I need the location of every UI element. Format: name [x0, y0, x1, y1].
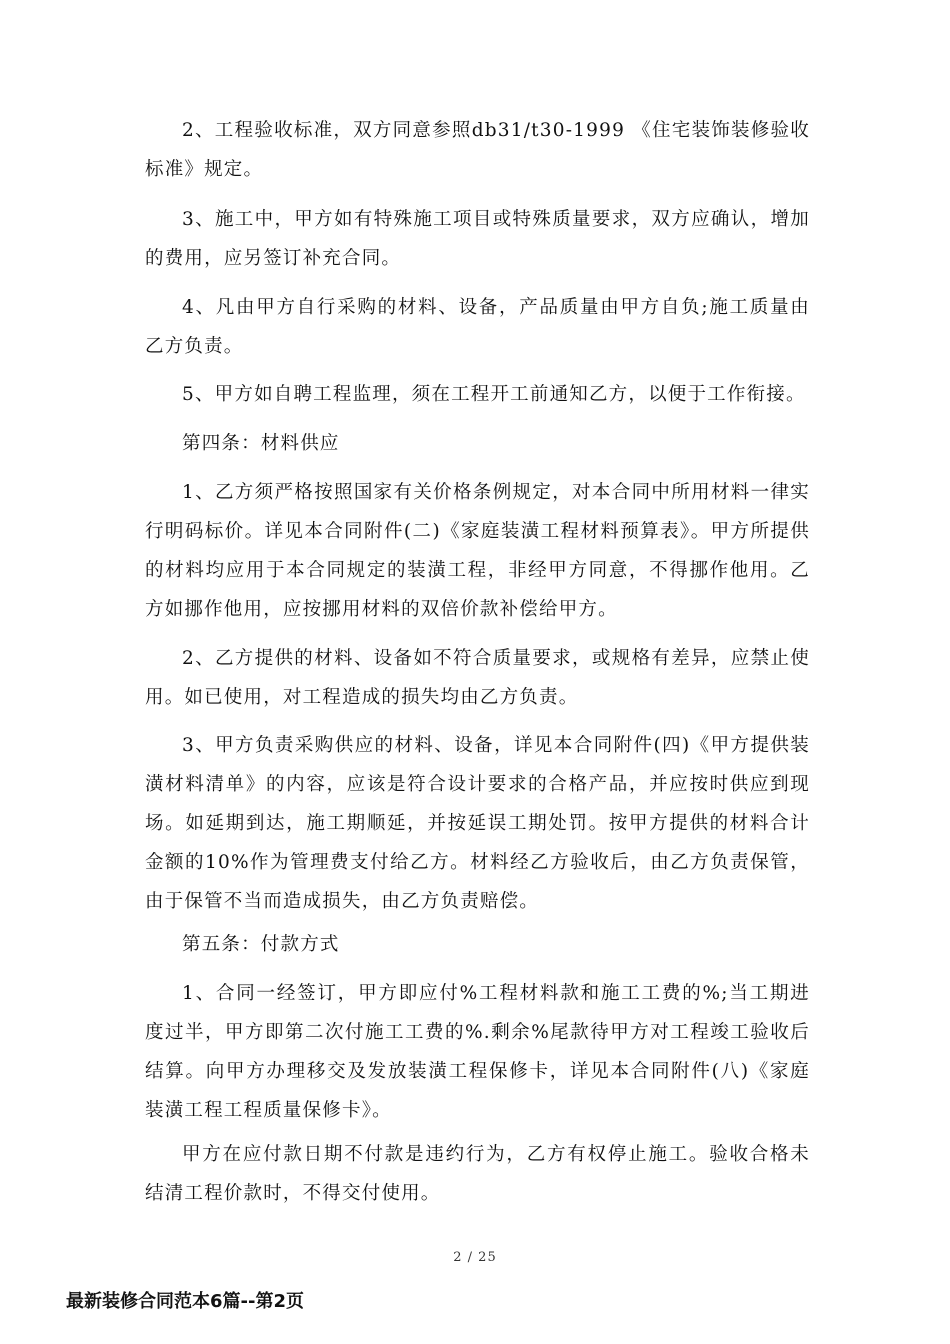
clause-acceptance-standard: 2、工程验收标准，双方同意参照db31/t30-1999 《住宅装饰装修验收标准》规定。: [145, 120, 810, 180]
clause-owner-procurement: 4、凡由甲方自行采购的材料、设备，产品质量由甲方自负;施工质量由乙方负责。: [145, 297, 810, 357]
clause-material-quality: 2、乙方提供的材料、设备如不符合质量要求，或规格有差异，应禁止使用。如已使用，对工程造成的损失均由乙方负责。: [145, 648, 810, 708]
clause-special-requirements: 3、施工中，甲方如有特殊施工项目或特殊质量要求，双方应确认，增加的费用，应另签订补充合同。: [145, 209, 810, 269]
footer-title: 最新装修合同范本6篇--第2页: [66, 1291, 304, 1312]
section-heading-payment: 第五条：付款方式: [182, 934, 340, 955]
page-number: 2 / 25: [453, 1250, 497, 1265]
clause-owner-supplied-materials: 3、甲方负责采购供应的材料、设备，详见本合同附件(四)《甲方提供装潢材料清单》的内容，应该是符合设计要求的合格产品，并应按时供应到现场。如延期到达，施工期顺延，并按延误工期处罚。按甲方提供的材料合计金额的10%作为管理费支付给乙方。材料经乙方验收后，由乙方负责保管，由于保管不当而造成损失，由乙方负责赔偿。: [145, 735, 810, 912]
clause-material-pricing: 1、乙方须严格按照国家有关价格条例规定，对本合同中所用材料一律实行明码标价。详见本合同附件(二)《家庭装潢工程材料预算表》。甲方所提供的材料均应用于本合同规定的装潢工程，非经甲方同意，不得挪作他用。乙方如挪作他用，应按挪用材料的双倍价款补偿给甲方。: [145, 482, 810, 620]
clause-payment-schedule: 1、合同一经签订，甲方即应付%工程材料款和施工工费的%;当工期进度过半，甲方即第二次付施工工费的%.剩余%尾款待甲方对工程竣工验收后结算。向甲方办理移交及发放装潢工程保修卡，详见本合同附件(八)《家庭装潢工程工程质量保修卡》。: [145, 983, 810, 1121]
clause-late-payment: 甲方在应付款日期不付款是违约行为，乙方有权停止施工。验收合格未结清工程价款时，不得交付使用。: [145, 1144, 810, 1204]
section-heading-materials: 第四条：材料供应: [182, 433, 340, 454]
clause-supervision: 5、甲方如自聘工程监理，须在工程开工前通知乙方，以便于工作衔接。: [182, 384, 806, 405]
